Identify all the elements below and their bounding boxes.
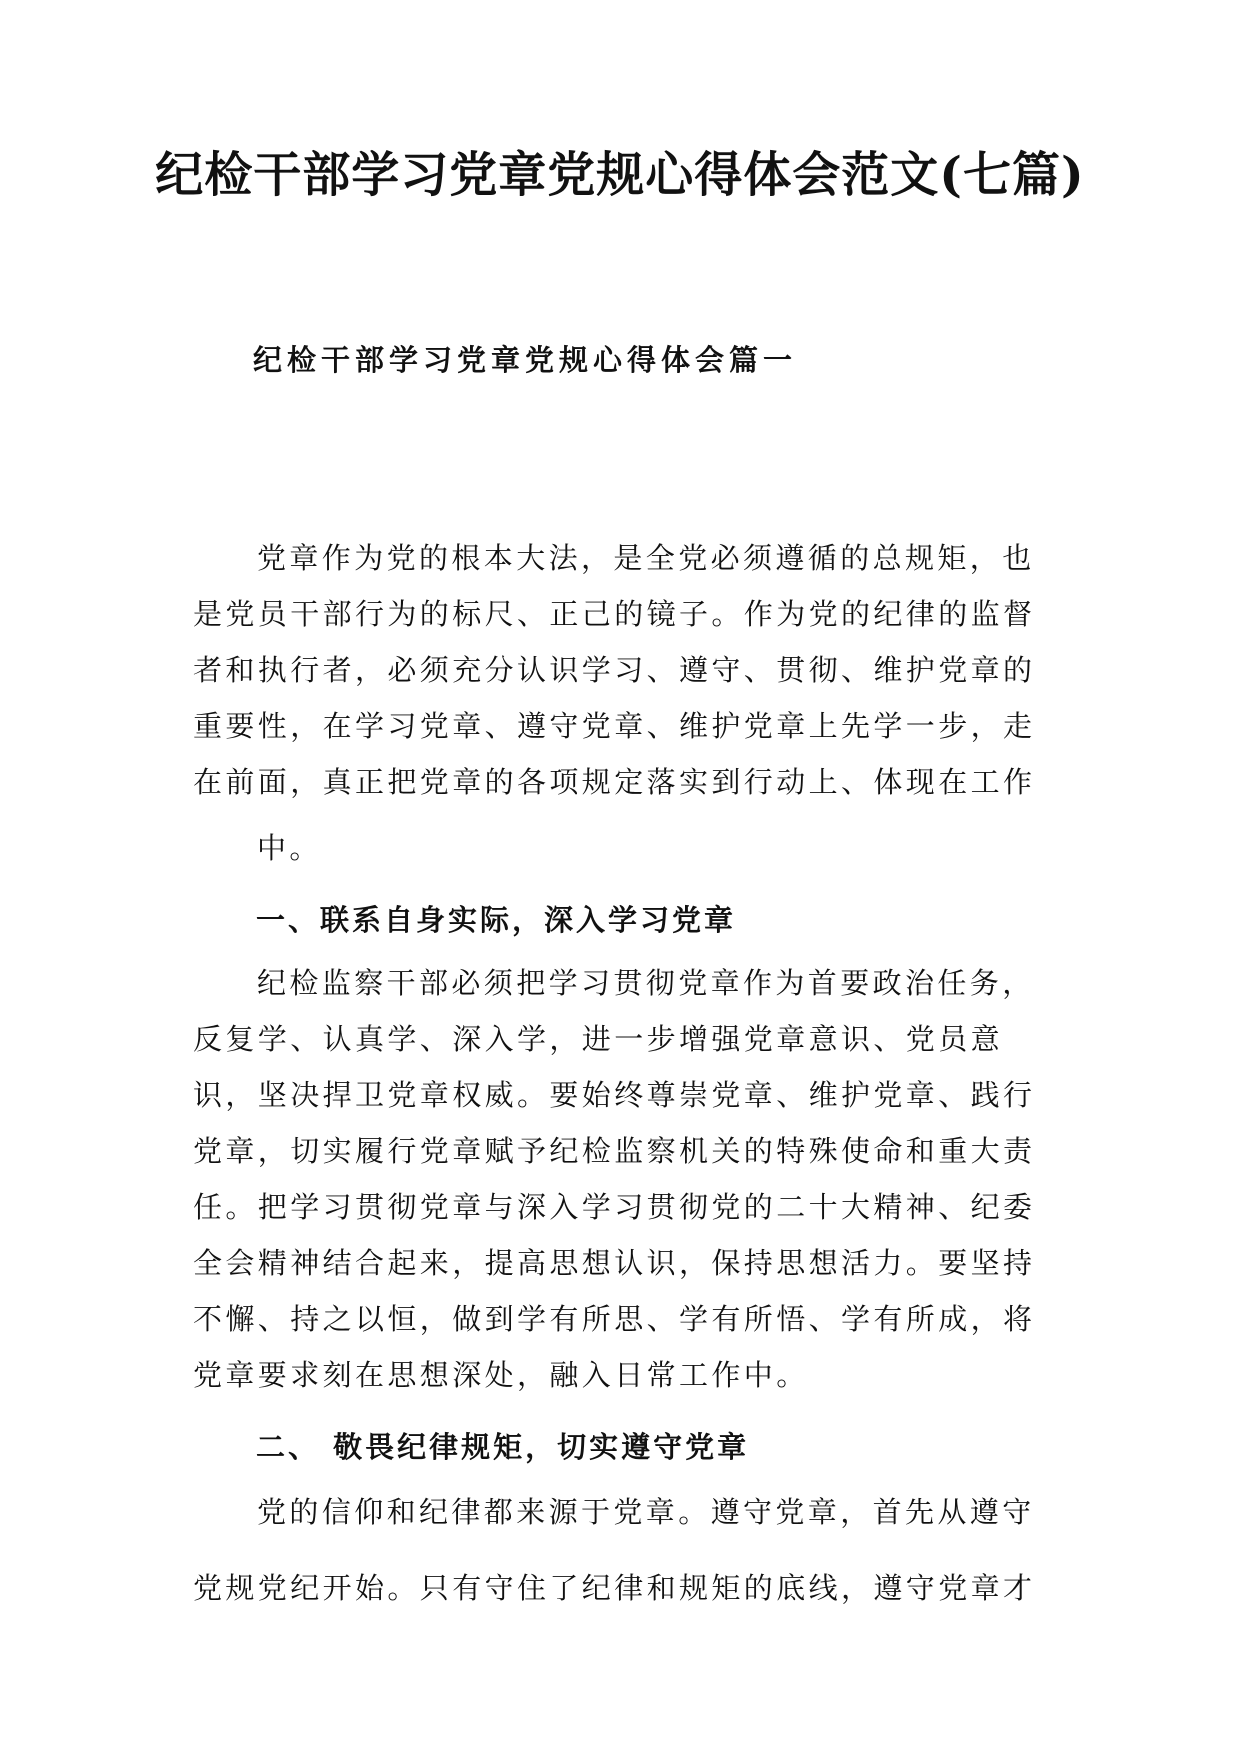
section-title: 纪检干部学习党章党规心得体会篇一: [253, 343, 798, 377]
heading-1: 一、联系自身实际，深入学习党章: [256, 903, 737, 937]
document-title: 纪检干部学习党章党规心得体会范文(七篇): [155, 147, 1085, 203]
paragraph-1-end: 中。: [257, 831, 322, 865]
heading-2: 二、 敬畏纪律规矩，切实遵守党章: [256, 1430, 750, 1464]
paragraph-3: [193, 1484, 1053, 1616]
paragraph-3-line-1: 党的信仰和纪律都来源于党章。遵守党章，首先从遵守: [257, 1495, 1035, 1529]
paragraph-2: 纪检监察干部必须把学习贯彻党章作为首要政治任务，反复学、认真学、深入学，进一步增强党章意识、党员意识，坚决捍卫党章权威。要始终尊崇党章、维护党章、践行党章，切实履行党章赋予纪检监察机关的特殊使命和重大责任。把学习贯彻党章与深入学习贯彻党的二十大精神、纪委全会精神结合起来，提高思想认识，保持思想活力。要坚持不懈、持之以恒，做到学有所思、学有所悟、学有所成，将党章要求刻在思想深处，融入日常工作中。: [193, 966, 1036, 1392]
paragraph-1-text: 党章作为党的根本大法，是全党必须遵循的总规矩，也是党员干部行为的标尺、正己的镜子。作为党的纪律的监督者和执行者，必须充分认识学习、遵守、贯彻、维护党章的重要性，在学习党章、遵守党章、维护党章上先学一步，走在前面，真正把党章的各项规定落实到行动上、体现在工作: [193, 541, 1036, 799]
paragraph-1: [193, 530, 1053, 876]
paragraph-3-line-2: 党规党纪开始。只有守住了纪律和规矩的底线，遵守党章才: [193, 1571, 1036, 1605]
